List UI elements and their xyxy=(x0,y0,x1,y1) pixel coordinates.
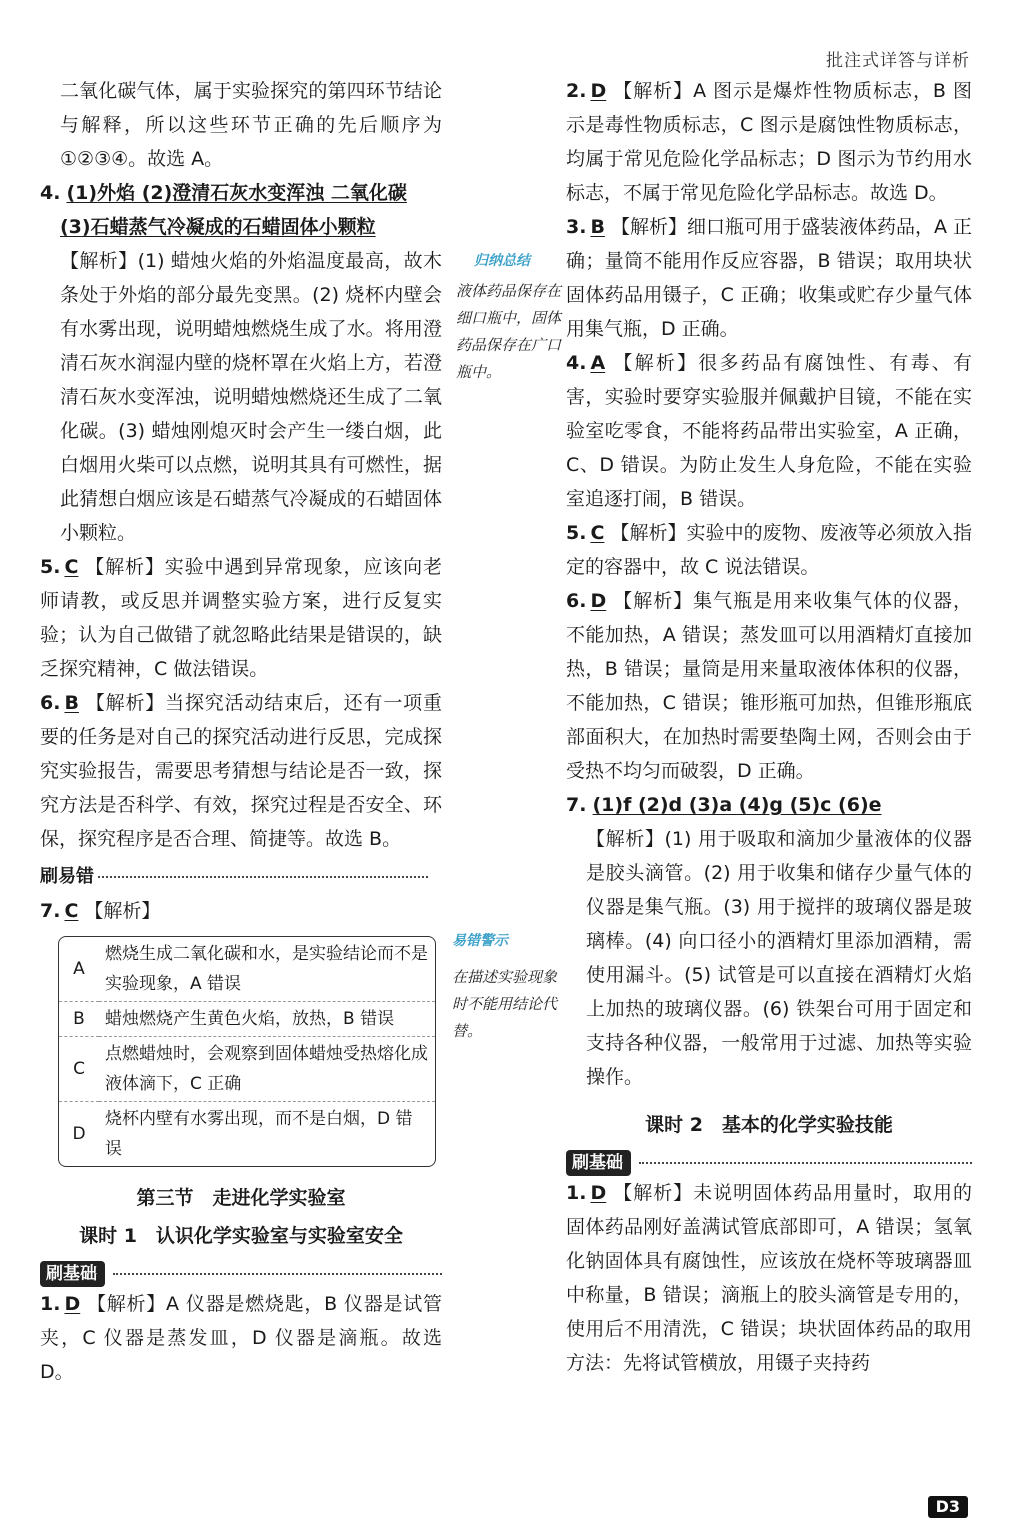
q4-explanation: 【解析】很多药品有腐蚀性、有毒、有害，实验时要穿实验服并佩戴护目镜，不能在实验室吃零食，不能将药品带出实验室，A 正确，C、D 错误。为防止发生人身危险，不能在实验室追逐打闹，B 错误。 xyxy=(566,352,972,510)
q1-explanation: 【解析】A 仪器是燃烧匙，B 仪器是试管夹，C 仪器是蒸发皿，D 仪器是滴瓶。故选 D。 xyxy=(40,1293,442,1383)
option-text: 点燃蜡烛时，会观察到固体蜡烛受热熔化成液体滴下，C 正确 xyxy=(99,1036,435,1101)
q1-answer: D xyxy=(590,1182,607,1204)
q1-number: 1. xyxy=(566,1182,587,1204)
option-text: 烧杯内壁有水雾出现，而不是白烟，D 错误 xyxy=(99,1101,435,1166)
q6-explanation: 【解析】当探究活动结束后，还有一项重要的任务是对自己的探究活动进行反思，完成探究实验报告，需要思考猜想与结论是否一致，探究方法是否科学、有效，探究过程是否安全、环保，探究程序是否合理、简捷等。故选 B。 xyxy=(40,692,442,850)
question-4 xyxy=(40,176,442,244)
option-key: C xyxy=(59,1036,99,1101)
q6-answer: D xyxy=(590,590,607,612)
question-1 xyxy=(566,1176,972,1380)
option-key: A xyxy=(73,959,85,979)
q7-label: 【解析】 xyxy=(84,900,161,922)
left-column xyxy=(40,74,442,1389)
q5-explanation: 【解析】实验中遇到异常现象，应该向老师请教，或反思并调整实验方案，进行反复实验；认为自己做错了就忽略此结果是错误的，缺乏探究精神，C 做法错误。 xyxy=(40,556,442,680)
question-5 xyxy=(40,550,442,686)
q1-number: 1. xyxy=(40,1293,61,1315)
dotted-divider xyxy=(639,1162,972,1164)
dotted-divider xyxy=(98,876,428,878)
q4-number: 4. xyxy=(40,182,61,204)
q2-number: 2. xyxy=(566,80,587,102)
dotted-divider xyxy=(113,1273,442,1275)
question-1 xyxy=(40,1287,442,1389)
q4-answer-line1: (1)外焰 (2)澄清石灰水变浑浊 二氧化碳 xyxy=(66,182,407,204)
q1-explanation: 【解析】未说明固体药品用量时，取用的固体药品刚好盖满试管底部即可，A 错误；氢氧化钠固体具有腐蚀性，应该放在烧杯等玻璃器皿中称量，B 错误；滴瓶上的胶头滴管是专用的，使用后不用清洗，C 错误；块状固体药品的取用方法：先将试管横放，用镊子夹持药 xyxy=(566,1182,972,1374)
basic-badge-row xyxy=(566,1150,972,1176)
section-title: 第三节 走进化学实验室 xyxy=(136,1187,346,1209)
question-7 xyxy=(40,894,442,928)
option-text: 燃烧生成二氧化碳和水，是实验结论而不是实验现象，A 错误 xyxy=(105,944,428,994)
q5-answer: C xyxy=(64,556,79,578)
table-row xyxy=(59,1036,435,1101)
intro-paragraph: 二氧化碳气体，属于实验探究的第四环节结论与解释，所以这些环节正确的先后顺序为①②③④。故选 A。 xyxy=(60,80,442,170)
question-4 xyxy=(566,346,972,516)
q2-explanation: 【解析】A 图示是爆炸性物质标志，B 图示是毒性物质标志，C 图示是腐蚀性物质标志，均属于常见危险化学品标志；D 图示为节约用水标志，不属于常见危险化学品标志。故选 D。 xyxy=(566,80,972,204)
q7-options-table xyxy=(58,936,436,1167)
question-5 xyxy=(566,516,972,584)
q4-explanation: 【解析】(1) 蜡烛火焰的外焰温度最高，故木条处于外焰的部分最先变黑。(2) 烧杯内壁会有水雾出现，说明蜡烛燃烧生成了水。将用澄清石灰水润湿内壁的烧杯罩在火焰上方，若澄清石灰水变浑浊，说明蜡烛燃烧还生成了二氧化碳。(3) 蜡烛刚熄灭时会产生一缕白烟，此白烟用火柴可以点燃，说明其具有可燃性，据此猜想白烟应该是石蜡蒸气冷凝成的石蜡固体小颗粒。 xyxy=(60,250,442,544)
q7-explanation: 【解析】(1) 用于吸取和滴加少量液体的仪器是胶头滴管。(2) 用于收集和储存少量气体的仪器是集气瓶。(3) 用于搅拌的玻璃仪器是玻璃棒。(4) 向口径小的酒精灯里添加酒精，需使用漏斗。(5) 试管是可以直接在酒精灯火焰上加热的玻璃仪器。(6) 铁架台可用于固定和支持各种仪器，一般常用于过滤、加热等实验操作。 xyxy=(586,828,972,1088)
q7-number: 7. xyxy=(566,794,587,816)
q3-number: 3. xyxy=(566,216,587,238)
q6-explanation: 【解析】集气瓶是用来收集气体的仪器，不能加热，A 错误；蒸发皿可以用酒精灯直接加热，B 错误；量筒是用来量取液体体积的仪器，不能加热，C 错误；锥形瓶可加热，但锥形瓶底部面积大，在加热时需要垫陶土网，否则会由于受热不均匀而破裂，D 正确。 xyxy=(566,590,972,782)
q2-answer: D xyxy=(590,80,607,102)
easy-error-section xyxy=(40,860,442,894)
q7-answer: (1)f (2)d (3)a (4)g (5)c (6)e xyxy=(592,794,882,816)
q7-number: 7. xyxy=(40,900,61,922)
q5-number: 5. xyxy=(40,556,61,578)
question-7 xyxy=(566,788,972,822)
basic-badge: 刷基础 xyxy=(566,1150,631,1176)
q6-number: 6. xyxy=(566,590,587,612)
q5-number: 5. xyxy=(566,522,587,544)
option-key: B xyxy=(59,1001,99,1036)
q4-number: 4. xyxy=(566,352,587,374)
easy-error-label: 刷易错 xyxy=(40,866,94,887)
question-6 xyxy=(566,584,972,788)
table-row xyxy=(59,937,435,1001)
basic-badge: 刷基础 xyxy=(40,1261,105,1287)
question-3 xyxy=(566,210,972,346)
question-6 xyxy=(40,686,442,856)
basic-badge-row xyxy=(40,1261,442,1287)
warning-note: 在描述实验现象时不能用结论代替。 xyxy=(452,968,558,1040)
q4-answer: A xyxy=(590,352,606,374)
q3-answer: B xyxy=(590,216,605,238)
lesson-1-title: 课时 1 认识化学实验室与实验室安全 xyxy=(79,1225,403,1247)
q5-explanation: 【解析】实验中的废物、废液等必须放入指定的容器中，故 C 说法错误。 xyxy=(566,522,972,578)
page-number: D3 xyxy=(928,1496,968,1518)
table-row xyxy=(59,1001,435,1036)
page-header: 批注式详答与详析 xyxy=(826,51,970,71)
question-2 xyxy=(566,74,972,210)
q6-answer: B xyxy=(64,692,79,714)
q1-answer: D xyxy=(64,1293,81,1315)
option-text: 蜡烛燃烧产生黄色火焰，放热，B 错误 xyxy=(99,1001,435,1036)
right-column xyxy=(566,74,972,1380)
summary-note: 液体药品保存在细口瓶中，固体药品保存在广口瓶中。 xyxy=(456,282,562,381)
table-row xyxy=(59,1101,435,1166)
q7-answer: C xyxy=(64,900,79,922)
q6-number: 6. xyxy=(40,692,61,714)
q4-answer-line2: (3)石蜡蒸气冷凝成的石蜡固体小颗粒 xyxy=(60,216,376,238)
q3-explanation: 【解析】细口瓶可用于盛装液体药品，A 正确；量筒不能用作反应容器，B 错误；取用块状固体药品用镊子，C 正确；收集或贮存少量气体用集气瓶，D 正确。 xyxy=(566,216,972,340)
option-key: D xyxy=(59,1101,99,1166)
lesson-2-title: 课时 2 基本的化学实验技能 xyxy=(645,1114,893,1136)
q5-answer: C xyxy=(590,522,605,544)
summary-tag: 归纳总结 xyxy=(474,253,530,269)
warning-tag: 易错警示 xyxy=(452,933,508,949)
